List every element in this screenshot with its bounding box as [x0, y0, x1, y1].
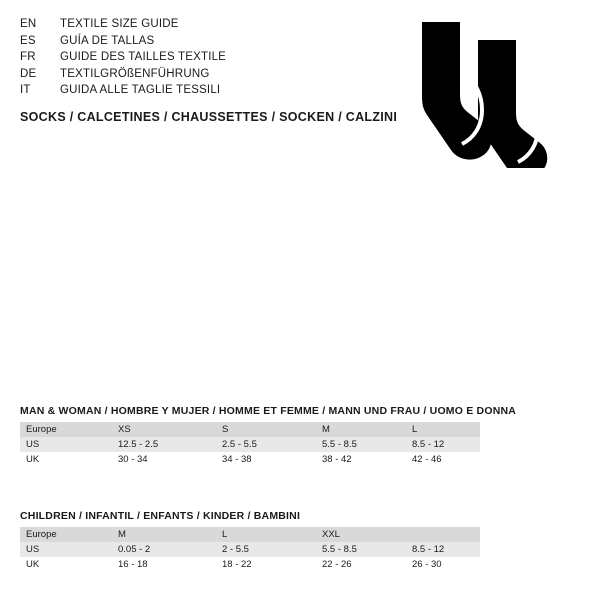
table-row: [20, 437, 480, 452]
table-cell: 8.5 - 12: [406, 542, 480, 557]
size-table-adult: [20, 422, 480, 467]
language-row: [20, 16, 380, 33]
table-cell: 30 - 34: [112, 452, 216, 467]
language-code: EN: [20, 18, 37, 30]
table-row: [20, 542, 480, 557]
language-label: GUIDA ALLE TAGLIE TESSILI: [60, 84, 221, 96]
language-label: TEXTILE SIZE GUIDE: [60, 18, 179, 30]
table-row: [20, 557, 480, 572]
language-label: TEXTILGRÖßENFÜHRUNG: [60, 67, 210, 80]
table-cell: Europe: [20, 527, 112, 542]
table-cell: XXL: [316, 527, 406, 542]
table-cell: 2 - 5.5: [216, 542, 316, 557]
table-cell: 18 - 22: [216, 557, 316, 572]
table-cell: 26 - 30: [406, 557, 480, 572]
table-cell: 2.5 - 5.5: [216, 437, 316, 452]
language-code: DE: [20, 67, 37, 80]
table-cell: 16 - 18: [112, 557, 216, 572]
socks-illustration: [400, 18, 570, 168]
language-label: GUIDE DES TAILLES TEXTILE: [60, 51, 227, 63]
size-table-children-section: [20, 510, 580, 572]
table-cell: UK: [20, 557, 112, 572]
language-label: GUÍA DE TALLAS: [60, 34, 155, 47]
table-cell: XS: [112, 422, 216, 437]
table-cell: 5.5 - 8.5: [316, 437, 406, 452]
language-row: [20, 33, 380, 50]
table-cell: [406, 527, 480, 542]
table-cell: L: [406, 422, 480, 437]
table-cell: 42 - 46: [406, 452, 480, 467]
table-cell: 5.5 - 8.5: [316, 542, 406, 557]
size-table-adult-section: [20, 405, 580, 467]
table-cell: US: [20, 542, 112, 557]
table-cell: M: [112, 527, 216, 542]
table-cell: L: [216, 527, 316, 542]
table-cell: 22 - 26: [316, 557, 406, 572]
section-title-children: CHILDREN / INFANTIL / ENFANTS / KINDER / BAMBINI: [20, 510, 301, 522]
language-code: FR: [20, 51, 36, 63]
section-title-adult: MAN & WOMAN / HOMBRE Y MUJER / HOMME ET FEMME / MANN UND FRAU / UOMO E DONNA: [20, 405, 517, 417]
language-code: IT: [20, 84, 31, 96]
language-code: ES: [20, 34, 36, 47]
language-row: [20, 66, 380, 83]
table-cell: Europe: [20, 422, 112, 437]
table-cell: S: [216, 422, 316, 437]
table-cell: 8.5 - 12: [406, 437, 480, 452]
table-row: [20, 452, 480, 467]
language-row: [20, 49, 380, 66]
table-cell: 0.05 - 2: [112, 542, 216, 557]
table-row: [20, 422, 480, 437]
table-row: [20, 527, 480, 542]
size-table-children: [20, 527, 480, 572]
table-cell: 12.5 - 2.5: [112, 437, 216, 452]
table-cell: M: [316, 422, 406, 437]
table-cell: UK: [20, 452, 112, 467]
table-cell: 34 - 38: [216, 452, 316, 467]
language-list: [20, 16, 380, 99]
table-cell: 38 - 42: [316, 452, 406, 467]
page-title: SOCKS / CALCETINES / CHAUSSETTES / SOCKEN / CALZINI: [20, 110, 398, 124]
table-cell: US: [20, 437, 112, 452]
language-row: [20, 82, 380, 99]
